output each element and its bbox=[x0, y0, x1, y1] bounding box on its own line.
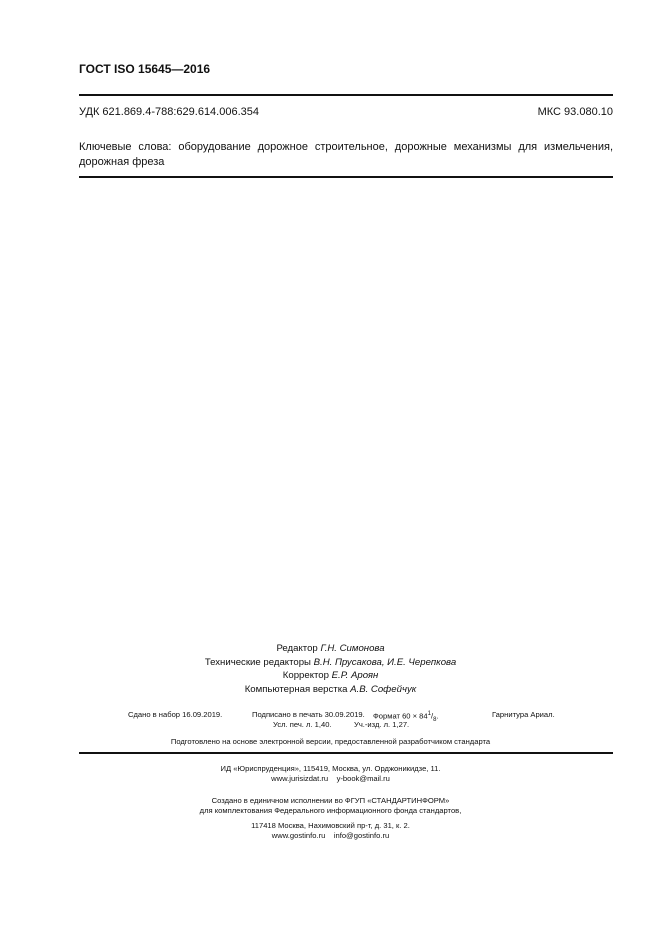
corrector-name: Е.Р. Ароян bbox=[331, 670, 379, 681]
layout-name: А.В. Софейчук bbox=[350, 683, 417, 695]
bottom-rule bbox=[79, 752, 613, 754]
created-line-2: для комплектования Федерального информационного фонда стандартов, bbox=[199, 806, 462, 815]
top-rule bbox=[79, 94, 613, 96]
print-sent: Сдано в набор 16.09.2019. bbox=[128, 710, 223, 719]
print-usl: Усл. печ. л. 1,40. bbox=[273, 720, 332, 729]
print-font: Гарнитура Ариал. bbox=[492, 710, 555, 719]
print-format: Формат $60 \times 84^1/_8$. bbox=[373, 711, 439, 724]
keywords-rule bbox=[79, 176, 613, 178]
standartinform-address: 117418 Москва, Нахимовский пр-т, д. 31, к. 2. bbox=[251, 821, 410, 830]
editor-label: Редактор bbox=[276, 643, 318, 654]
editor-name: Г.Н. Симонова bbox=[320, 643, 385, 654]
keywords-line-2: дорожная фреза bbox=[79, 156, 165, 168]
tech-editors-names: В.Н. Прусакова, И.Е. Черепкова bbox=[313, 656, 457, 668]
tech-editors-line bbox=[0, 656, 661, 670]
tech-editors-label: Технические редакторы bbox=[204, 656, 311, 668]
standartinform-email: info@gostinfo.ru bbox=[333, 831, 390, 840]
print-signed: Подписано в печать 30.09.2019. bbox=[252, 710, 365, 719]
credits-block bbox=[0, 642, 661, 696]
format-denominator: 8 bbox=[433, 717, 437, 724]
udk-code: УДК 621.869.4-788:629.614.006.354 bbox=[79, 106, 259, 118]
format-prefix: Формат 60 × 84 bbox=[373, 711, 428, 721]
layout-line bbox=[0, 683, 661, 697]
publisher-id: ИД «Юриспруденция», 115419, Москва, ул. Орджоникидзе, 11. bbox=[220, 764, 441, 773]
corrector-label: Корректор bbox=[282, 670, 329, 681]
standartinform-contacts bbox=[0, 830, 661, 841]
prepared-note: Подготовлено на основе электронной версии, предоставленной разработчиком стандарта bbox=[170, 737, 491, 746]
keywords bbox=[79, 140, 613, 170]
document-code: ГОСТ ISO 15645—2016 bbox=[79, 62, 211, 76]
mks-code: МКС 93.080.10 bbox=[537, 106, 613, 118]
layout-label: Компьютерная верстка bbox=[244, 683, 348, 695]
publisher-contacts bbox=[0, 773, 661, 784]
publisher-email: y-book@mail.ru bbox=[336, 774, 390, 783]
keywords-line-1: Ключевые слова: оборудование дорожное строительное, дорожные механизмы для измельчения, bbox=[79, 141, 613, 153]
print-uch: Уч.-изд. л. 1,27. bbox=[354, 720, 410, 729]
editor-line bbox=[0, 642, 661, 656]
publisher-site: www.jurisizdat.ru bbox=[271, 774, 329, 783]
format-numerator: 1 bbox=[427, 711, 431, 717]
corrector-line bbox=[0, 669, 661, 683]
created-line-1: Создано в единичном исполнении во ФГУП «СТАНДАРТИНФОРМ» bbox=[211, 796, 450, 805]
standartinform-site: www.gostinfo.ru bbox=[271, 831, 326, 840]
